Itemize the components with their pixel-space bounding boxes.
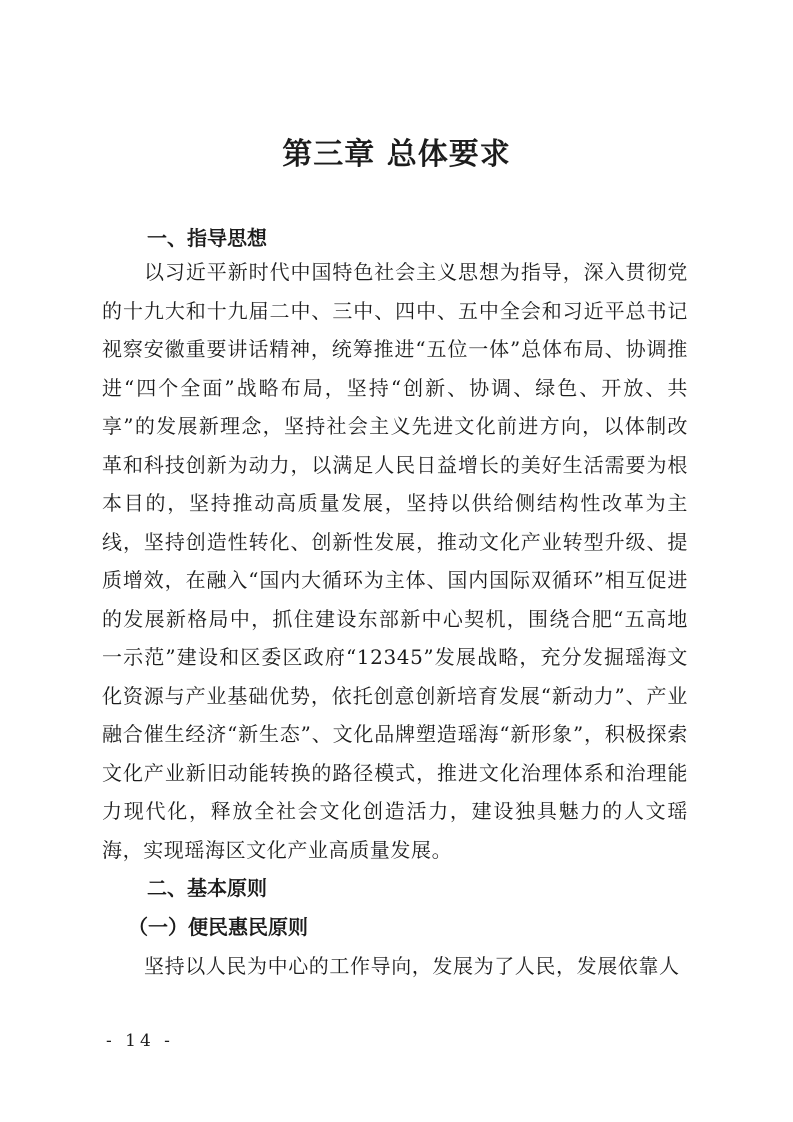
convenience-principle-paragraph: 坚持以人民为中心的工作导向，发展为了人民，发展依靠人 (144, 954, 680, 978)
page-number: - 14 - (106, 1031, 174, 1051)
section-heading-basic-principles: 二、基本原则 (147, 876, 267, 900)
chapter-title: 第三章 总体要求 (282, 137, 511, 172)
section-heading-guiding-ideology: 一、指导思想 (147, 226, 267, 250)
guiding-ideology-paragraph: 以习近平新时代中国特色社会主义思想为指导，深入贯彻党的十九大和十九届二中、三中、四中、五中全会和习近平总书记视察安徽重要讲话精神，统筹推进“五位一体”总体布局、协调推进“四个全面”战略布局，坚持“创新、协调、绿色、开放、共享”的发展新理念，坚持社会主义先进文化前进方向，以体制改革和科技创新为动力，以满足人民日益增长的美好生活需要为根本目的，坚持推动高质量发展，坚持以供给侧结构性改革为主线，坚持创造性转化、创新性发展，推动文化产业转型升级、提质增效，在融入“国内大循环为主体、国内国际双循环”相互促进的发展新格局中，抓住建设东部新中心契机，围绕合肥“五高地一示范”建设和区委区政府“12345”发展战略，充分发掘瑶海文化资源与产业基础优势，依托创意创新培育发展“新动力”、产业融合催生经济“新生态”、文化品牌塑造瑶海“新形象”，积极探索文化产业新旧动能转换的路径模式，推进文化治理体系和治理能力现代化，释放全社会文化创造活力，建设独具魅力的人文瑶海，实现瑶海区文化产业高质量发展。 (102, 260, 688, 862)
subheading-convenience-principle: （一）便民惠民原则 (128, 915, 308, 939)
